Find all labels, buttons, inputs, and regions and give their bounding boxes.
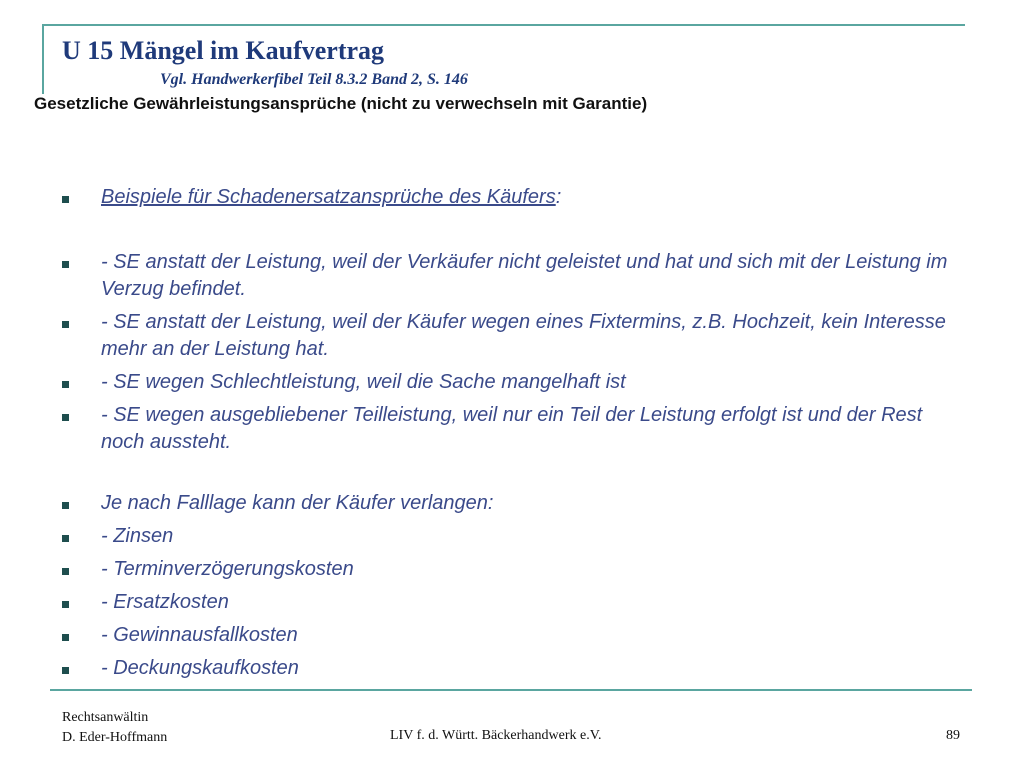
bullet-text: - Gewinnausfallkosten — [101, 624, 298, 646]
square-bullet-icon — [62, 502, 69, 509]
bullet-text: - SE wegen Schlechtleistung, weil die Sache mangelhaft ist — [101, 371, 626, 393]
square-bullet-icon — [62, 667, 69, 674]
bullet-text: - Deckungskaufkosten — [101, 657, 299, 679]
bullet-text: - SE anstatt der Leistung, weil der Käufer wegen eines Fixtermins, z.B. Hochzeit, kein Interesse mehr an der Leistung hat. — [101, 311, 946, 360]
bullet-text-underlined: Beispiele für Schadenersatzansprüche des Käufers — [101, 186, 556, 208]
bullet-item — [62, 622, 962, 649]
footer-author-name: D. Eder-Hoffmann — [62, 730, 168, 745]
bullet-item — [62, 402, 962, 456]
top-border-line — [42, 24, 965, 26]
bullet-text: - SE anstatt der Leistung, weil der Verkäufer nicht geleistet und hat und sich mit der Leistung im Verzug befindet. — [101, 251, 948, 300]
bottom-border-line — [50, 689, 972, 691]
square-bullet-icon — [62, 568, 69, 575]
footer-author-title: Rechtsanwältin — [62, 710, 149, 725]
bullet-text: - Zinsen — [101, 525, 174, 547]
bullet-item — [62, 490, 962, 517]
bullet-text: - Ersatzkosten — [101, 591, 229, 613]
bullet-text-suffix: : — [555, 186, 562, 208]
footer-author — [62, 708, 167, 748]
square-bullet-icon — [62, 381, 69, 388]
bullet-text: - Terminverzögerungskosten — [101, 558, 354, 580]
square-bullet-icon — [62, 414, 69, 421]
section-subheading: Gesetzliche Gewährleistungsansprüche (nicht zu verwechseln mit Garantie) — [34, 94, 648, 113]
square-bullet-icon — [62, 634, 69, 641]
bullet-item — [62, 589, 962, 616]
left-border-line — [42, 24, 44, 94]
footer-organization: LIV f. d. Württ. Bäckerhandwerk e.V. — [390, 728, 602, 743]
bullet-item — [62, 655, 962, 682]
square-bullet-icon — [62, 321, 69, 328]
bullet-text: Je nach Falllage kann der Käufer verlangen: — [101, 492, 494, 514]
slide-title: U 15 Mängel im Kaufvertrag — [62, 36, 385, 65]
slide-subtitle: Vgl. Handwerkerfibel Teil 8.3.2 Band 2, S. 146 — [160, 71, 468, 88]
bullet-item — [62, 309, 962, 363]
bullet-list — [62, 184, 962, 682]
bullet-item — [62, 369, 962, 396]
bullet-item — [62, 184, 962, 211]
bullet-item — [62, 556, 962, 583]
square-bullet-icon — [62, 601, 69, 608]
bullet-item — [62, 523, 962, 550]
square-bullet-icon — [62, 261, 69, 268]
square-bullet-icon — [62, 535, 69, 542]
page-number: 89 — [946, 728, 960, 743]
square-bullet-icon — [62, 196, 69, 203]
bullet-text: - SE wegen ausgebliebener Teilleistung, weil nur ein Teil der Leistung erfolgt ist und der Rest noch aussteht. — [101, 404, 923, 453]
bullet-item — [62, 249, 962, 303]
